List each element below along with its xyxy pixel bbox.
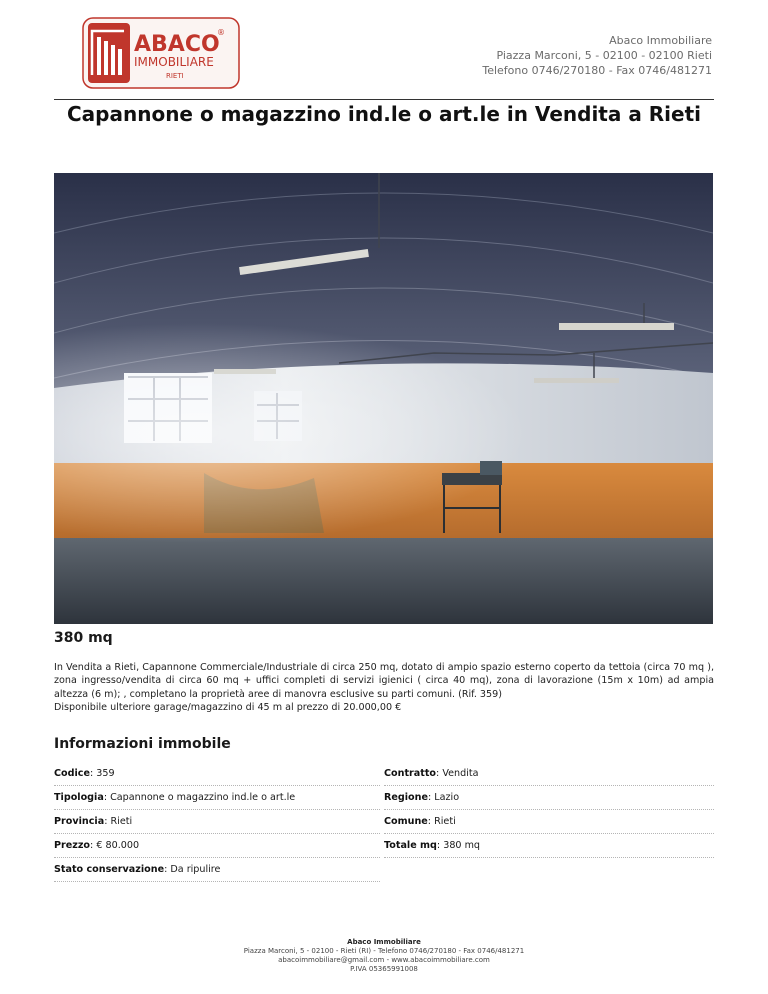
info-label: Prezzo	[54, 840, 91, 851]
footer-address: Piazza Marconi, 5 - 02100 - Rieti (RI) - Telefono 0746/270180 - Fax 0746/481271	[243, 947, 525, 955]
info-label: Tipologia	[54, 792, 104, 803]
info-label: Codice	[54, 768, 90, 779]
footer-contacts: abacoimmobiliare@gmail.com - www.abacoimmobiliare.com	[278, 956, 490, 964]
info-value: Rieti	[110, 816, 133, 827]
listing-size: 380 mq	[54, 630, 113, 646]
info-value: 380 mq	[443, 840, 481, 851]
listing-description	[54, 661, 714, 714]
agency-address: Piazza Marconi, 5 - 02100 - 02100 Rieti	[496, 49, 712, 62]
info-value: Capannone o magazzino ind.le o art.le	[110, 792, 296, 803]
info-label: Provincia	[54, 816, 105, 827]
agency-contact	[482, 33, 712, 78]
description-extra: Disponibile ulteriore garage/magazzino di 45 m al prezzo di 20.000,00 €	[54, 701, 402, 713]
svg-text:ABACO: ABACO	[134, 32, 220, 57]
info-label: Comune	[384, 816, 428, 827]
svg-text:®: ®	[217, 28, 225, 37]
info-value: € 80.000	[96, 840, 140, 851]
property-photo	[54, 173, 713, 624]
info-codice: Codice: 359	[54, 762, 380, 786]
page-footer	[0, 938, 768, 974]
info-regione: Regione: Lazio	[384, 786, 714, 810]
info-value: Rieti	[434, 816, 456, 827]
info-totale-mq: Totale mq: 380 mq	[384, 834, 714, 858]
info-value: Vendita	[442, 768, 479, 779]
footer-agency-name: Abaco Immobiliare	[347, 938, 421, 946]
info-label: Regione	[384, 792, 428, 803]
agency-name: Abaco Immobiliare	[609, 34, 712, 47]
info-provincia: Provincia: Rieti	[54, 810, 380, 834]
info-row	[54, 786, 714, 810]
description-text: In Vendita a Rieti, Capannone Commerciale/Industriale di circa 250 mq, dotato di ampio spazio esterno coperto da tettoia (circa 70 mq ), zona ingresso/vendita di circa 60 mq + uffici completi di servizi igienici ( circa 40 mq), zona di lavorazione (15m x 10m) ad ampia altezza (6 m); , completano la proprietà aree di manovra esclusive su parti comuni. (Rif. 359)	[54, 662, 714, 700]
info-row	[54, 834, 714, 858]
page-header	[0, 0, 768, 100]
info-comune: Comune: Rieti	[384, 810, 714, 834]
info-value: Da ripulire	[170, 864, 221, 875]
info-row	[54, 858, 714, 882]
info-contratto: Contratto: Vendita	[384, 762, 714, 786]
header-divider	[54, 99, 714, 100]
info-value: 359	[96, 768, 115, 779]
info-value: Lazio	[434, 792, 460, 803]
svg-text:IMMOBILIARE: IMMOBILIARE	[134, 55, 214, 69]
info-prezzo: Prezzo: € 80.000	[54, 834, 380, 858]
svg-text:RIETI: RIETI	[166, 72, 184, 80]
info-row	[54, 762, 714, 786]
info-label: Contratto	[384, 768, 437, 779]
footer-vat: P.IVA 05365991008	[350, 965, 418, 973]
info-label: Totale mq	[384, 840, 437, 851]
info-tipologia: Tipologia: Capannone o magazzino ind.le o art.le	[54, 786, 380, 810]
info-section-title: Informazioni immobile	[54, 736, 231, 752]
info-stato-conservazione: Stato conservazione: Da ripulire	[54, 858, 380, 882]
info-row	[54, 810, 714, 834]
agency-phone: Telefono 0746/270180 - Fax 0746/481271	[482, 64, 712, 77]
info-label: Stato conservazione	[54, 864, 165, 875]
abaco-logo	[82, 17, 240, 89]
listing-title: Capannone o magazzino ind.le o art.le in Vendita a Rieti	[66, 102, 702, 126]
